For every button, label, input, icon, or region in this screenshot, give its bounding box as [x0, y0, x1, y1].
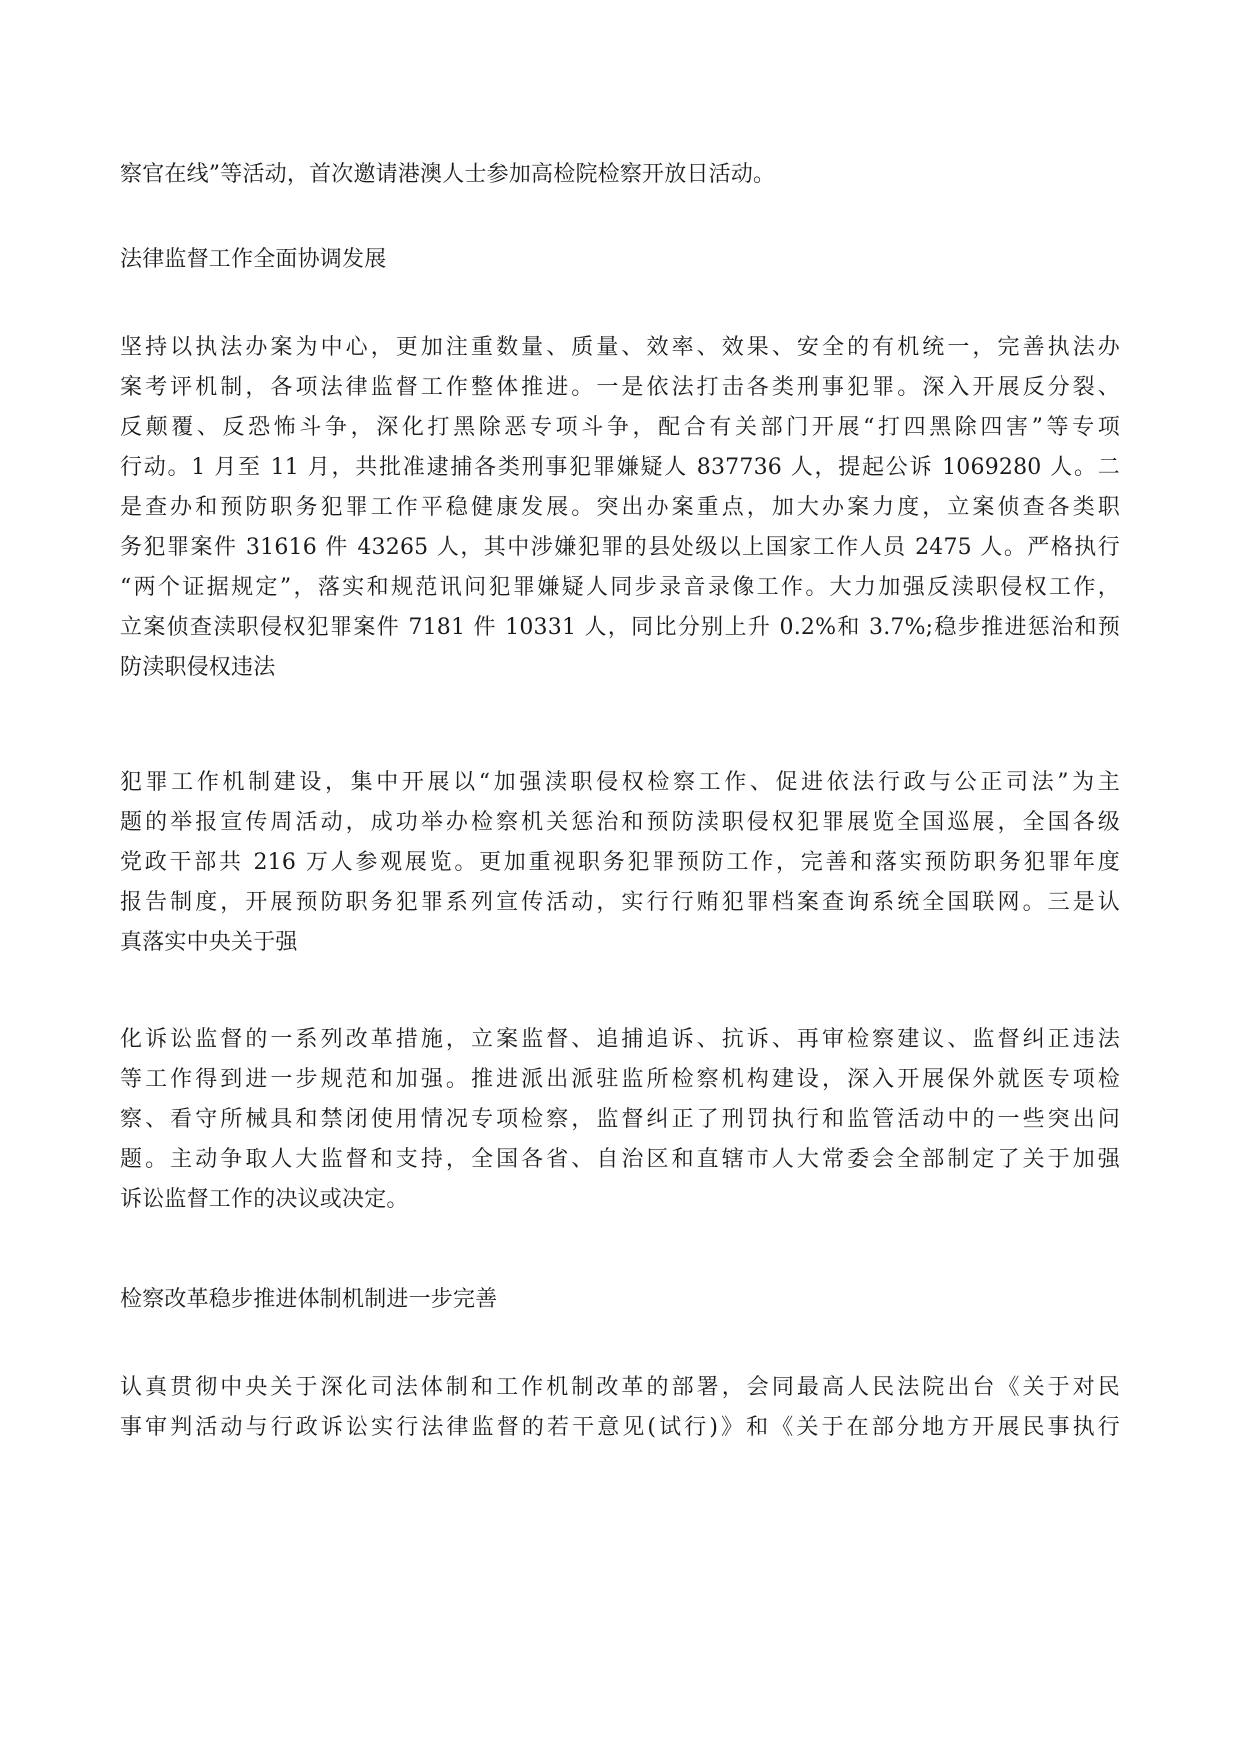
paragraph-reform	[120, 1368, 1120, 1448]
text-line: 察官在线”等活动，首次邀请港澳人士参加高检院检察开放日活动。	[120, 162, 776, 187]
section-heading	[120, 240, 1120, 280]
text-line: 案考评机制，各项法律监督工作整体推进。一是依法打击各类刑事犯罪。深入开展反分裂、	[120, 375, 1120, 400]
text-line: 察、看守所械具和禁闭使用情况专项检察，监督纠正了刑罚执行和监管活动中的一些突出问	[120, 1107, 1120, 1132]
text-line: 坚持以执法办案为中心，更加注重数量、质量、效率、效果、安全的有机统一，完善执法办	[120, 335, 1120, 360]
text-line: 诉讼监督工作的决议或决定。	[120, 1187, 409, 1212]
text-line: 题的举报宣传周活动，成功举办检察机关惩治和预防渎职侵权犯罪展览全国巡展，全国各级	[120, 810, 1120, 835]
text-line: 行动。1 月至 11 月，共批准逮捕各类刑事犯罪嫌疑人 837736 人，提起公诉 1069280 人。二	[120, 455, 1120, 480]
text-line: “两个证据规定”，落实和规范讯问犯罪嫌疑人同步录音录像工作。大力加强反渎职侵权工作，	[120, 575, 1120, 600]
text-line: 党政干部共 216 万人参观展览。更加重视职务犯罪预防工作，完善和落实预防职务犯罪年度	[120, 850, 1120, 875]
paragraph-law-supervision	[120, 328, 1120, 688]
text-line: 化诉讼监督的一系列改革措施，立案监督、追捕追诉、抗诉、再审检察建议、监督纠正违法	[120, 1027, 1120, 1052]
paragraph-crime-prevention	[120, 763, 1120, 963]
text-line: 防渎职侵权违法	[120, 655, 276, 680]
section-heading-text: 检察改革稳步推进体制机制进一步完善	[120, 1287, 498, 1312]
text-line: 报告制度，开展预防职务犯罪系列宣传活动，实行行贿犯罪档案查询系统全国联网。三是认	[120, 890, 1120, 915]
section-heading-text: 法律监督工作全面协调发展	[120, 247, 387, 272]
text-line: 认真贯彻中央关于深化司法体制和工作机制改革的部署，会同最高人民法院出台《关于对民	[120, 1375, 1120, 1400]
text-line: 是查办和预防职务犯罪工作平稳健康发展。突出办案重点，加大办案力度，立案侦查各类职	[120, 495, 1120, 520]
text-line: 事审判活动与行政诉讼实行法律监督的若干意见(试行)》和《关于在部分地方开展民事执行	[120, 1415, 1120, 1440]
text-line: 题。主动争取人大监督和支持，全国各省、自治区和直辖市人大常委会全部制定了关于加强	[120, 1147, 1120, 1172]
text-line: 立案侦查渎职侵权犯罪案件 7181 件 10331 人，同比分别上升 0.2%和 3.7%;稳步推进惩治和预	[120, 615, 1120, 640]
text-line: 务犯罪案件 31616 件 43265 人，其中涉嫌犯罪的县处级以上国家工作人员 2475 人。严格执行	[120, 535, 1120, 560]
paragraph-litigation-supervision	[120, 1020, 1120, 1220]
paragraph-continuation	[120, 155, 1120, 195]
section-heading	[120, 1280, 1120, 1320]
text-line: 等工作得到进一步规范和加强。推进派出派驻监所检察机构建设，深入开展保外就医专项检	[120, 1067, 1120, 1092]
text-line: 反颠覆、反恐怖斗争，深化打黑除恶专项斗争，配合有关部门开展“打四黑除四害”等专项	[120, 415, 1120, 440]
text-line: 犯罪工作机制建设，集中开展以“加强渎职侵权检察工作、促进依法行政与公正司法”为主	[120, 770, 1120, 795]
text-line: 真落实中央关于强	[120, 930, 298, 955]
